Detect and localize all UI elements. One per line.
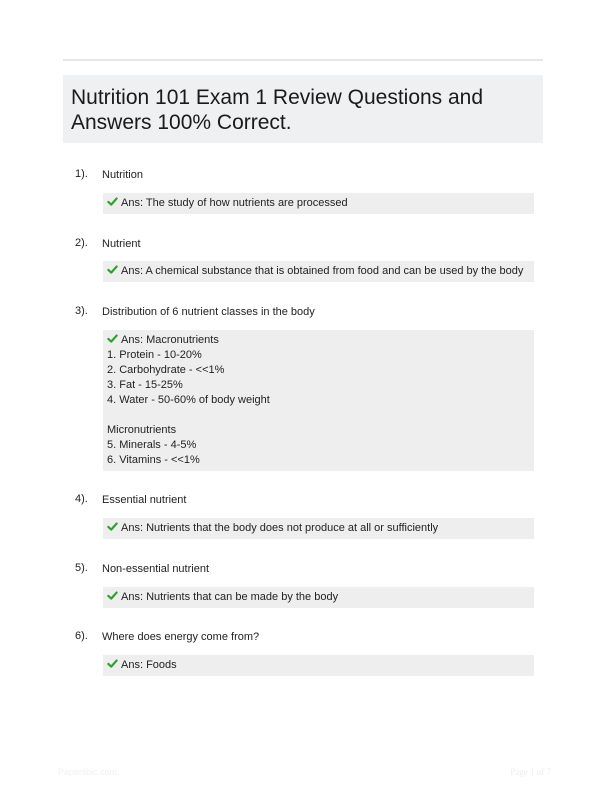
answer-line: Ans: Foods: [107, 658, 528, 673]
answer-line: Ans: A chemical substance that is obtained from food and can be used by the body: [107, 264, 528, 279]
question-text: Essential nutrient: [102, 494, 187, 506]
answer-line: Ans: Nutrients that the body does not produce at all or sufficiently: [107, 521, 528, 536]
answer-line: Ans: Nutrients that can be made by the body: [107, 590, 528, 605]
question-number: 1).: [75, 168, 88, 180]
answer-box: [103, 330, 534, 471]
answer-box: [103, 518, 534, 539]
check-icon: [107, 333, 118, 344]
footer-watermark: Paperlibic.com: [58, 767, 118, 777]
question-number: 4).: [75, 493, 88, 505]
check-icon: [107, 658, 118, 669]
question-text: Non-essential nutrient: [102, 563, 210, 575]
answer-line: Ans: The study of how nutrients are processed: [107, 196, 528, 211]
answer-line: 6. Vitamins - <<1%: [107, 454, 200, 466]
check-icon: [107, 264, 118, 275]
answer-line: 5. Minerals - 4-5%: [107, 439, 197, 451]
answer-line: 2. Carbohydrate - <<1%: [107, 364, 225, 376]
answer-line: 1. Protein - 10-20%: [107, 349, 202, 361]
question-text: Where does energy come from?: [102, 631, 260, 643]
answer-box: [103, 655, 534, 676]
question-text: Nutrient: [102, 238, 141, 250]
page-number: Page 1 of 7: [510, 767, 551, 777]
question-text: Distribution of 6 nutrient classes in the body: [102, 306, 315, 318]
question-number: 5).: [75, 562, 88, 574]
answer-line: Micronutrients: [107, 424, 177, 436]
question-number: 3).: [75, 305, 88, 317]
answer-line: [107, 408, 528, 423]
answer-box: [103, 193, 534, 214]
answer-line: 3. Fat - 15-25%: [107, 379, 183, 391]
question-number: 2).: [75, 237, 88, 249]
check-icon: [107, 196, 118, 207]
question-text: Nutrition: [102, 169, 143, 181]
title-banner: [63, 75, 543, 143]
answer-box: [103, 587, 534, 608]
answer-box: [103, 261, 534, 282]
page-title: Nutrition 101 Exam 1 Review Questions and Answers 100% Correct.: [71, 86, 484, 134]
answer-line: 4. Water - 50-60% of body weight: [107, 394, 270, 406]
check-icon: [107, 590, 118, 601]
top-divider: [63, 59, 543, 61]
answer-line: Ans: Macronutrients: [107, 333, 528, 348]
question-number: 6).: [75, 630, 88, 642]
check-icon: [107, 521, 118, 532]
